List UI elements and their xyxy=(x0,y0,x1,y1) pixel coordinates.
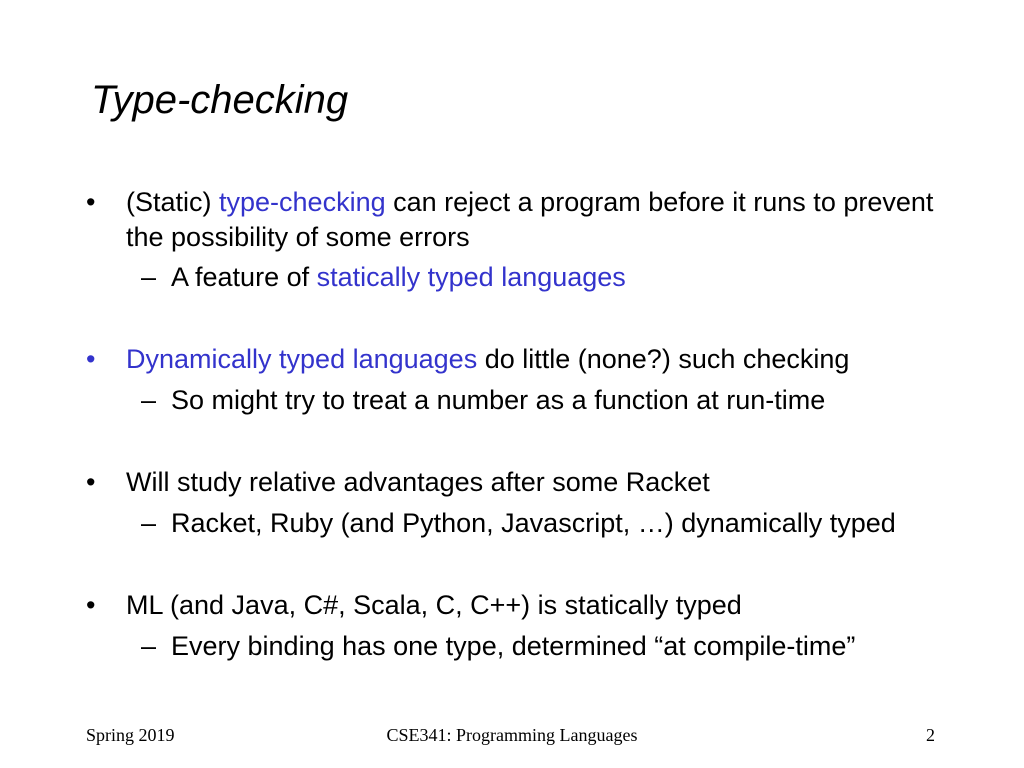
bullet-4-pre: ML (and Java, C#, Scala, C, C++) is statically typed xyxy=(126,590,742,620)
sub-3-pre: Racket, Ruby (and Python, Javascript, …) dynamically typed xyxy=(171,508,896,538)
sub-bullet-marker: – xyxy=(141,385,157,415)
bullet-marker: • xyxy=(86,590,96,620)
bullet-2-post: do little (none?) such checking xyxy=(477,344,850,374)
bullet-text-4 xyxy=(126,588,956,623)
sub-bullet-marker: – xyxy=(141,262,157,292)
sub-bullet-marker: – xyxy=(141,631,157,661)
bullet-text-1 xyxy=(126,185,956,255)
bullet-text-3 xyxy=(126,465,956,500)
sub-1-pre: A feature of xyxy=(171,262,317,292)
sub-bullet-text-2 xyxy=(171,383,1001,418)
sub-bullet-text-4 xyxy=(171,629,1001,664)
page-number: 2 xyxy=(926,725,935,745)
bullet-text-2 xyxy=(126,342,956,377)
bullet-marker: • xyxy=(86,467,96,497)
bullet-2-highlight: Dynamically typed languages xyxy=(126,344,478,374)
sub-2-pre: So might try to treat a number as a function at run-time xyxy=(171,385,826,415)
bullet-3-pre: Will study relative advantages after some Racket xyxy=(126,467,710,497)
slide-title: Type-checking xyxy=(91,78,349,122)
sub-bullet-text-3 xyxy=(171,506,1001,541)
bullet-marker: • xyxy=(86,187,96,217)
sub-bullet-marker: – xyxy=(141,508,157,538)
bullet-1-highlight: type-checking xyxy=(219,187,386,217)
sub-1-highlight: statically typed languages xyxy=(316,262,626,292)
bullet-1-pre: (Static) xyxy=(126,187,220,217)
bullet-marker: • xyxy=(86,344,96,374)
footer-course: CSE341: Programming Languages xyxy=(386,725,638,745)
sub-4-pre: Every binding has one type, determined “at compile-time” xyxy=(171,631,856,661)
footer-date: Spring 2019 xyxy=(86,725,175,745)
sub-bullet-text-1 xyxy=(171,260,1001,295)
bullet-1-post: can reject a program before it runs to prevent the possibility of some errors xyxy=(126,187,934,252)
